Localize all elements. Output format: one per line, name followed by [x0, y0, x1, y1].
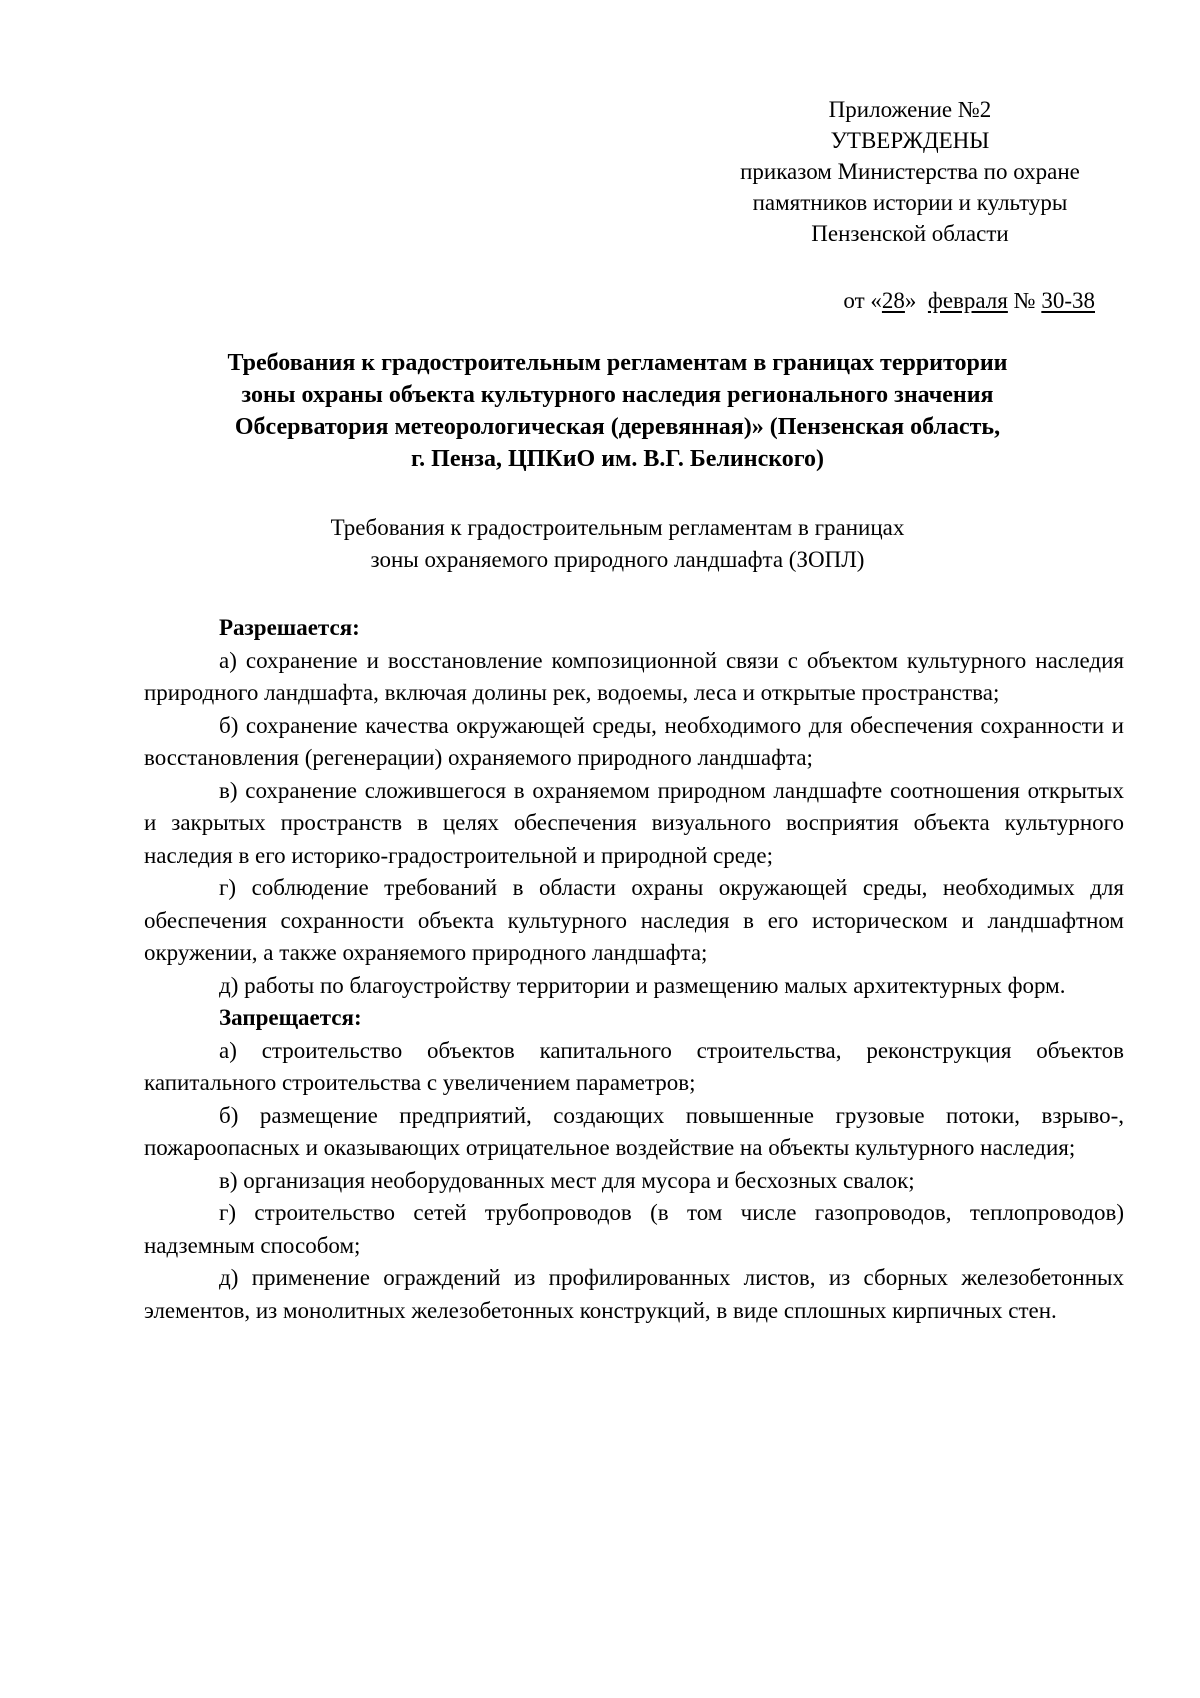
- forbidden-item-g: г) строительство сетей трубопроводов (в том числе газопроводов, теплопроводов) надземным способом;: [144, 1200, 1124, 1258]
- approval-block: [700, 94, 1120, 249]
- forbidden-item-b: б) размещение предприятий, создающих повышенные грузовые потоки, взрыво-, пожароопасных и оказывающих отрицательное воздействие на объекты культурного наследия;: [144, 1102, 1124, 1160]
- approved-by-line-2: памятников истории и культуры: [752, 190, 1068, 215]
- document-title: [140, 347, 1095, 475]
- forbidden-item-v: в) организация необорудованных мест для мусора и бесхозных свалок;: [219, 1167, 915, 1193]
- document-subtitle: [140, 512, 1095, 576]
- approved-by-line-3: Пензенской области: [811, 221, 1009, 246]
- appendix-label: Приложение №2: [828, 97, 992, 122]
- order-month: февраля: [927, 288, 1008, 313]
- allowed-item-g: г) соблюдение требований в области охраны окружающей среды, необходимых для обеспечения сохранности объекта культурного наследия в его историческом и ландшафтном окружении, а также охраняемого природного ландшафта;: [144, 875, 1124, 965]
- requirements-body: [144, 612, 1124, 1327]
- subtitle-line-2: зоны охраняемого природного ландшафта (ЗОПЛ): [370, 547, 865, 572]
- order-day: 28: [881, 288, 905, 313]
- title-line-4: г. Пенза, ЦПКиО им. В.Г. Белинского): [410, 446, 825, 472]
- title-line-3: Обсерватория метеорологическая (деревянная)» (Пензенская область,: [234, 414, 1001, 440]
- order-number-prefix: №: [1007, 288, 1042, 313]
- order-number: 30-38: [1041, 288, 1095, 313]
- allowed-item-d: д) работы по благоустройству территории и размещению малых архитектурных форм.: [219, 972, 1066, 998]
- allowed-item-v: в) сохранение сложившегося в охраняемом природном ландшафте соотношения открытых и закрытых пространств в целях обеспечения визуального восприятия объекта культурного наследия в его историко-градостроительной и природной среде;: [144, 777, 1124, 868]
- allowed-item-b: б) сохранение качества окружающей среды, необходимого для обеспечения сохранности и восстановления (регенерации) охраняемого природного ландшафта;: [144, 712, 1124, 770]
- order-prefix: от «: [843, 288, 882, 313]
- title-line-1: Требования к градостроительным регламентам в границах территории: [227, 350, 1008, 376]
- forbidden-item-a: а) строительство объектов капитального строительства, реконструкция объектов капитального строительства с увеличением параметров;: [144, 1037, 1124, 1095]
- forbidden-item-d: д) применение ограждений из профилированных листов, из сборных железобетонных элементов, из монолитных железобетонных конструкций, в виде сплошных кирпичных стен.: [144, 1265, 1124, 1323]
- approved-by-line-1: приказом Министерства по охране: [740, 159, 1080, 184]
- title-line-2: зоны охраны объекта культурного наследия регионального значения: [241, 382, 994, 408]
- approved-label: УТВЕРЖДЕНЫ: [830, 128, 990, 153]
- allowed-item-a: а) сохранение и восстановление композиционной связи с объектом культурного наследия природного ландшафта, включая долины рек, водоемы, леса и открытые пространства;: [144, 647, 1124, 705]
- subtitle-line-1: Требования к градостроительным регламентам в границах: [330, 515, 905, 540]
- allowed-heading: Разрешается:: [219, 615, 360, 640]
- order-date-number: [700, 285, 1095, 316]
- forbidden-heading: Запрещается:: [219, 1005, 362, 1030]
- order-mid: »: [904, 288, 928, 313]
